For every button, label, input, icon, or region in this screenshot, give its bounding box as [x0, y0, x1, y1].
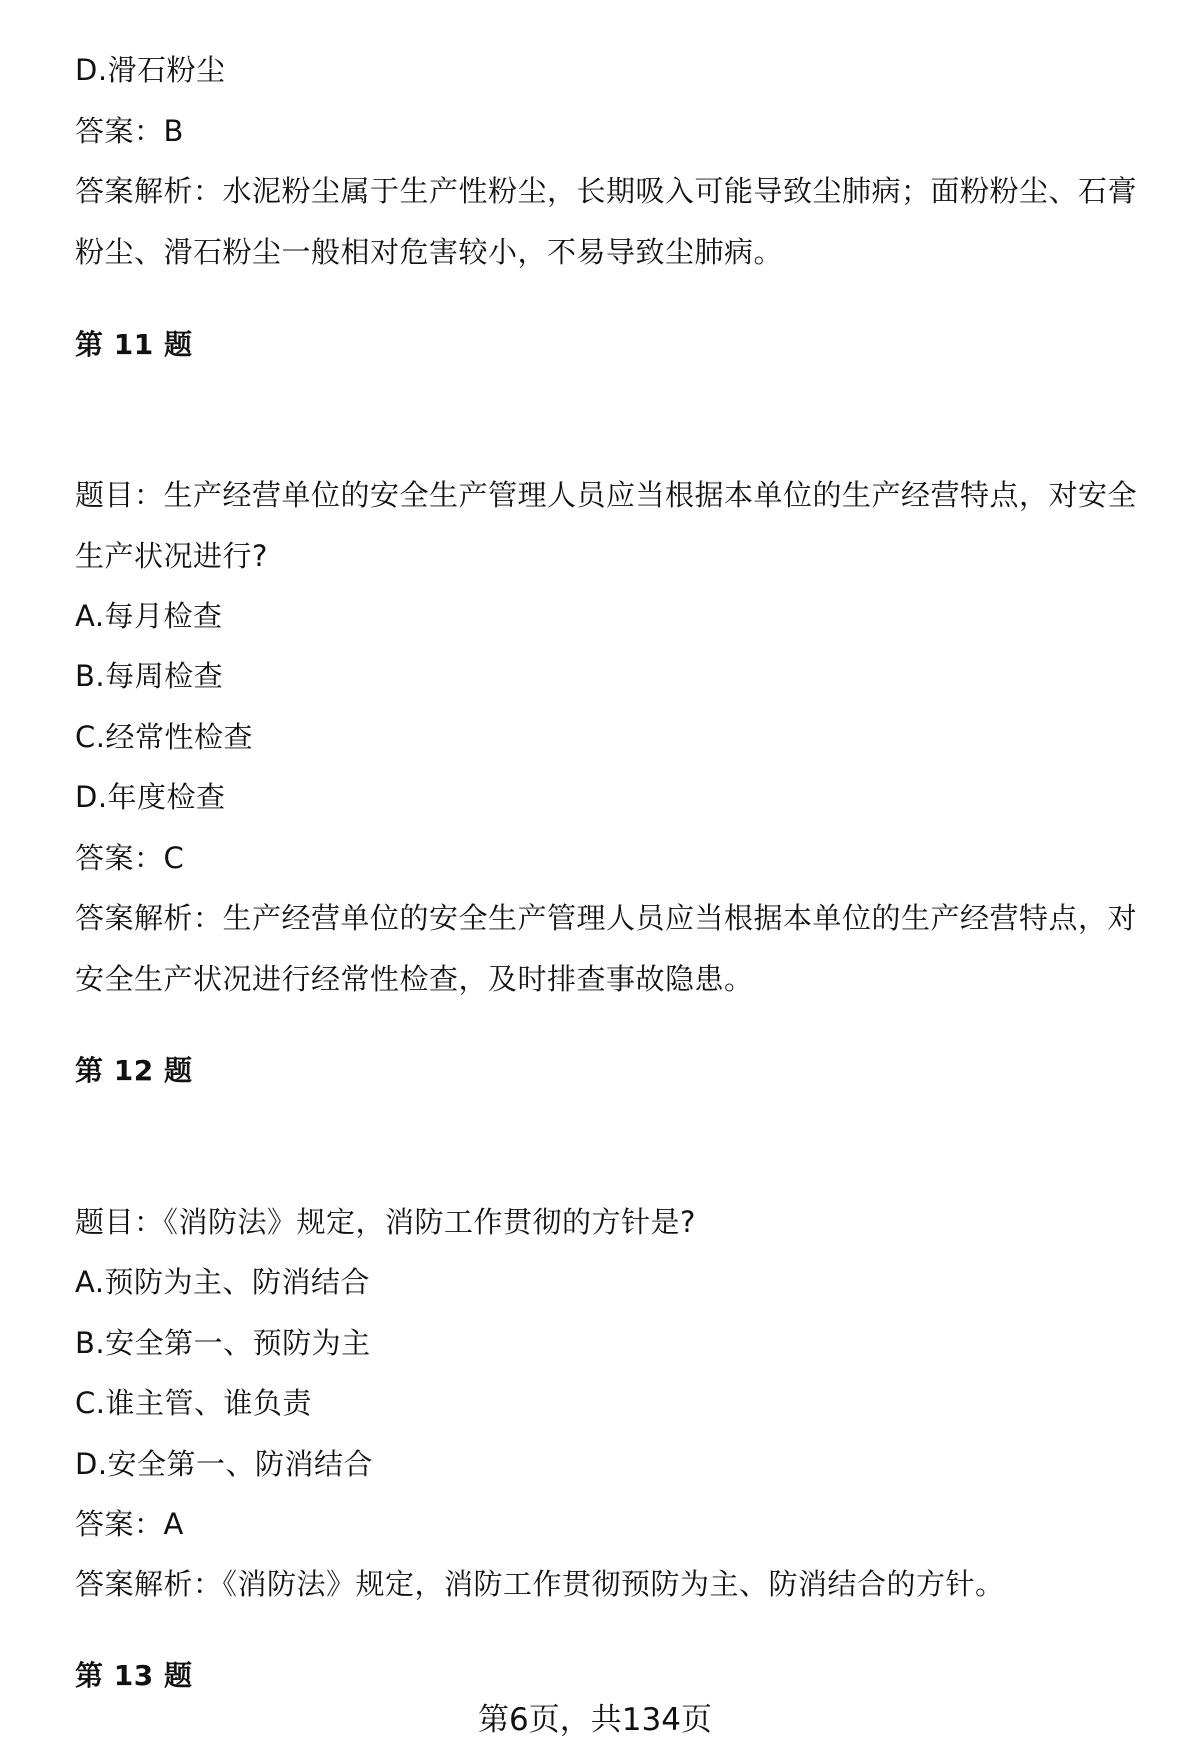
q10-option-d: D.滑石粉尘: [75, 53, 226, 87]
q12-option-a: A.预防为主、防消结合: [75, 1265, 371, 1299]
q12-heading: 第 12 题: [75, 1054, 193, 1087]
q12-analysis-line-1: 答案解析：《消防法》规定，消防工作贯彻预防为主、防消结合的方针。: [75, 1567, 1005, 1601]
q12-question-line-1: 题目：《消防法》规定，消防工作贯彻的方针是?: [75, 1205, 696, 1239]
q10-analysis-line-1: 答案解析：水泥粉尘属于生产性粉尘，长期吸入可能导致尘肺病；面粉粉尘、石膏: [75, 174, 1138, 208]
q12-answer: 答案：A: [75, 1507, 184, 1541]
q11-option-b: B.每周检查: [75, 659, 224, 693]
q10-analysis-line-2: 粉尘、滑石粉尘一般相对危害较小，不易导致尘肺病。: [75, 235, 784, 269]
q11-heading: 第 11 题: [75, 328, 193, 361]
q11-answer: 答案：C: [75, 841, 185, 875]
q11-analysis-line-1: 答案解析：生产经营单位的安全生产管理人员应当根据本单位的生产经营特点，对: [75, 901, 1138, 935]
q12-option-b: B.安全第一、预防为主: [75, 1326, 371, 1360]
q10-answer: 答案：B: [75, 114, 184, 148]
q12-option-c: C.谁主管、谁负责: [75, 1386, 312, 1420]
q11-option-a: A.每月检查: [75, 599, 223, 633]
page-number-footer: 第6页，共134页: [478, 1702, 712, 1738]
q11-analysis-line-2: 安全生产状况进行经常性检查，及时排查事故隐患。: [75, 962, 754, 996]
q11-question-line-2: 生产状况进行?: [75, 539, 268, 573]
q12-option-d: D.安全第一、防消结合: [75, 1447, 374, 1481]
q11-option-c: C.经常性检查: [75, 720, 253, 754]
q11-question-line-1: 题目：生产经营单位的安全生产管理人员应当根据本单位的生产经营特点，对安全: [75, 478, 1138, 512]
q13-heading: 第 13 题: [75, 1659, 193, 1692]
q11-option-d: D.年度检查: [75, 780, 226, 814]
